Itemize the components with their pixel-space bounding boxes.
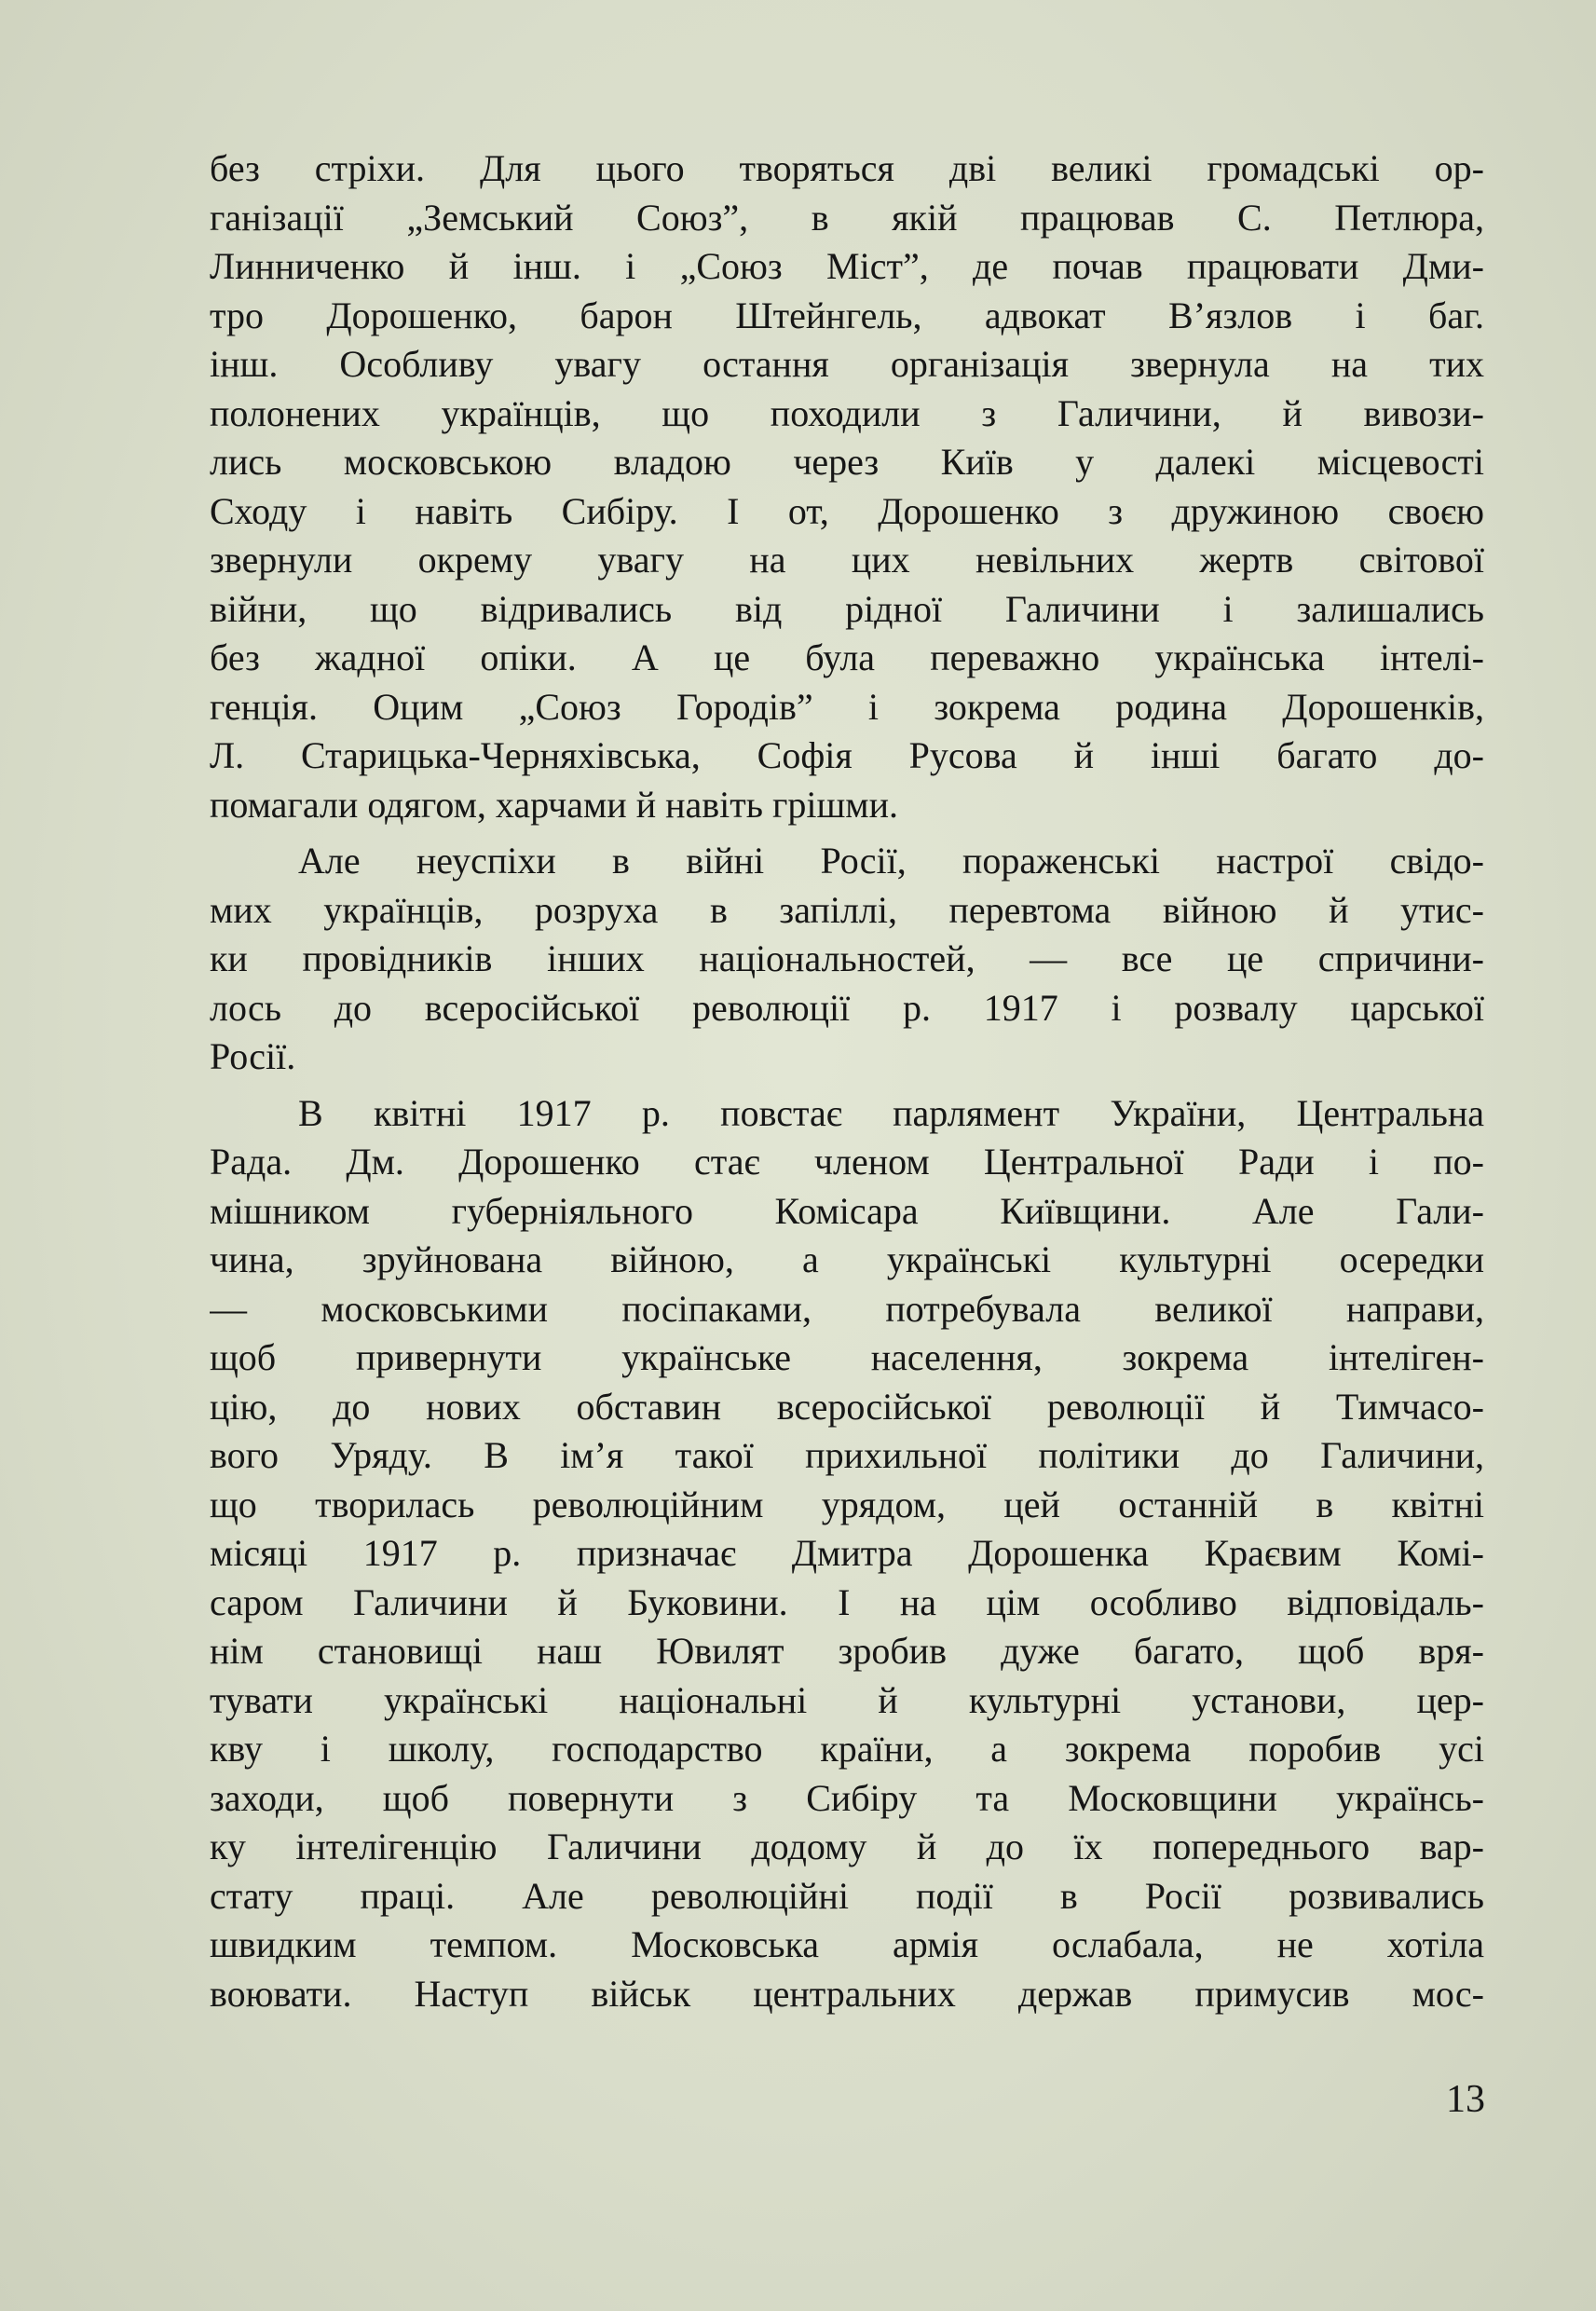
text-line: що творилась революційним урядом, цей останній в квітні: [210, 1483, 1484, 1525]
text-line: війни, що відривались від рідної Галичини і залишались: [210, 587, 1484, 630]
text-line: місяці 1917 р. призначає Дмитра Дорошенка Краєвим Комі-: [210, 1532, 1484, 1574]
text-line: саром Галичини й Буковини. І на цім особливо відповідаль-: [210, 1580, 1484, 1623]
paragraph-3: [210, 1089, 1484, 2019]
text-line: Росії.: [210, 1035, 296, 1077]
paragraph-1: [210, 144, 1484, 829]
text-line: Рада. Дм. Дорошенко стає членом Центральної Ради і по-: [210, 1141, 1484, 1183]
text-line: щоб привернути українське населення, зокрема інтеліген-: [210, 1336, 1484, 1378]
text-line: — московськими посіпаками, потребувала великої направи,: [210, 1287, 1484, 1330]
text-line: стату праці. Але революційні події в Росії розвивались: [210, 1874, 1484, 1917]
text-line: чина, зруйнована війною, а українські культурні осередки: [210, 1238, 1484, 1280]
paragraph-2: [210, 837, 1484, 1082]
text-line: лось до всеросійської революції р. 1917 і розвалу царської: [210, 986, 1484, 1029]
text-line: мих українців, розруха в запіллі, перевтома війною й утис-: [210, 888, 1484, 931]
text-line: цію, до нових обставин всеросійської революції й Тимчасо-: [210, 1385, 1484, 1428]
text-line: нім становищі наш Ювилят зробив дуже багато, щоб вря-: [210, 1630, 1484, 1672]
text-line: швидким темпом. Московська армія ослабала, не хотіла: [210, 1923, 1484, 1965]
text-line: кву і школу, господарство країни, а зокрема поробив усі: [210, 1728, 1484, 1770]
text-line: тро Дорошенко, барон Штейнгель, адвокат В’язлов і баг.: [210, 294, 1484, 336]
text-line: воювати. Наступ військ центральних держав примусив мос-: [210, 1972, 1484, 2015]
text-line: помагали одягом, харчами й навіть грішми.: [210, 783, 899, 826]
text-line: тувати українські національні й культурні установи, цер-: [210, 1678, 1484, 1721]
text-line: Сходу і навіть Сибіру. І от, Дорошенко з дружиною своєю: [210, 489, 1484, 532]
text-line: лись московською владою через Київ у далекі місцевості: [210, 441, 1484, 483]
text-line: генція. Оцим „Союз Городів” і зокрема родина Дорошенків,: [210, 685, 1484, 728]
text-line: Але неуспіхи в війні Росії, пораженські настрої свідо-: [298, 840, 1484, 882]
text-line: без стріхи. Для цього творяться дві великі громадські ор-: [210, 147, 1484, 189]
text-line: ганізації „Земський Союз”, в якій працював С. Петлюра,: [210, 196, 1484, 239]
text-line: заходи, щоб повернути з Сибіру та Московщини українсь-: [210, 1776, 1484, 1819]
text-line: Линниченко й інш. і „Союз Міст”, де почав працювати Дми-: [210, 245, 1484, 287]
text-line: ки провідників інших національностей, — все це спричини-: [210, 937, 1484, 979]
text-line: ку інтелігенцію Галичини додому й до їх попереднього вар-: [210, 1826, 1484, 1867]
text-line: без жадної опіки. А це була переважно українська інтелі-: [210, 636, 1484, 678]
text-line: В квітні 1917 р. повстає парлямент України, Центральна: [298, 1091, 1484, 1134]
text-line: інш. Особливу увагу остання організація звернула на тих: [210, 343, 1484, 385]
body-text: [210, 144, 1484, 2018]
text-line: полонених українців, що походили з Галичини, й вивози-: [210, 391, 1484, 434]
text-line: звернули окрему увагу на цих невільних жертв світової: [210, 539, 1484, 581]
text-line: мішником губерніяльного Комісара Київщини. Але Гали-: [210, 1189, 1484, 1232]
page-number: 13: [1446, 2078, 1485, 2121]
text-line: вого Уряду. В ім’я такої прихильної політики до Галичини,: [210, 1434, 1484, 1476]
text-line: Л. Старицька-Черняхівська, Софія Русова й інші багато до-: [210, 734, 1484, 776]
